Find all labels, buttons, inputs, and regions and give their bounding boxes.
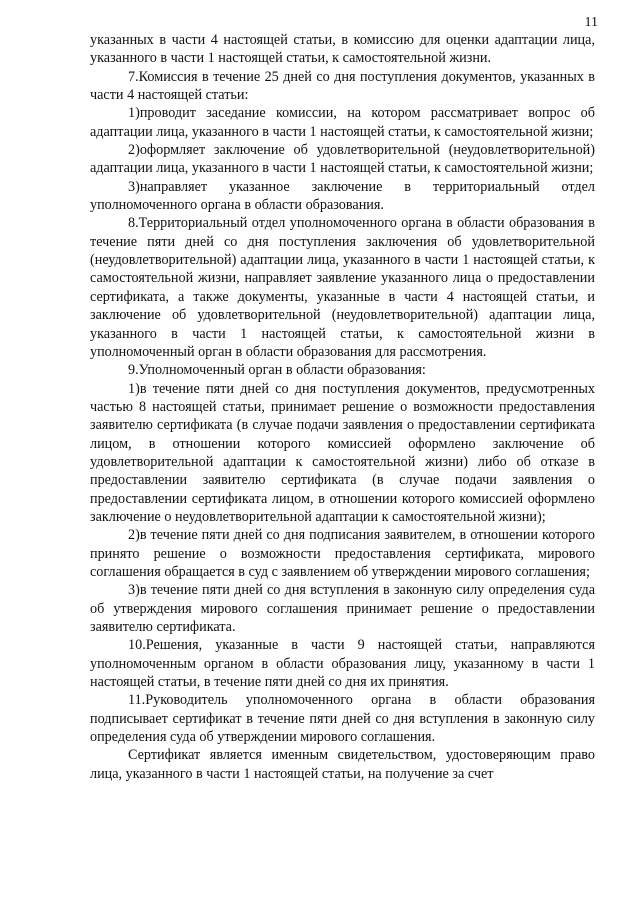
paragraph-certificate: Сертификат является именным свидетельством, удостоверяющим право лица, указанного в части 1 настоящей статьи, на получение за счет bbox=[90, 747, 595, 782]
paragraph-item-8: 8.Территориальный отдел уполномоченного органа в области образования в течение пяти дней со дня поступления заключения об удовлетворительной (неудовлетворительной) адаптации лица, указанного в части 1 настоящей статьи, к самостоятельной жизни, направляет заявление указанного лица о предоставлении сертификата, а также документы, указанные в части 4 настоящей статьи, и заключение об удовлетворительной (неудовлетворительной) адаптации лица, указанного в части 1 настоящей статьи, к самостоятельной жизни в уполномоченный орган в области образования для рассмотрения. bbox=[90, 215, 595, 360]
paragraph-item-9: 9.Уполномоченный орган в области образования: bbox=[128, 362, 426, 379]
paragraph-item-7-2: 2)оформляет заключение об удовлетворительной (неудовлетворительной) адаптации лица, указанного в части 1 настоящей статьи, к самостоятельной жизни; bbox=[90, 142, 595, 177]
paragraph-item-7-1: 1)проводит заседание комиссии, на котором рассматривает вопрос об адаптации лица, указанного в части 1 настоящей статьи, к самостоятельной жизни; bbox=[90, 105, 595, 140]
document-body bbox=[90, 31, 595, 783]
paragraph-item-9-2: 2)в течение пяти дней со дня подписания заявителем, в отношении которого принято решение о возможности предоставления сертификата, мирового соглашения обращается в суд с заявлением об утверждении мирового соглашения; bbox=[90, 527, 595, 580]
paragraph-item-7-3: 3)направляет указанное заключение в территориальный отдел уполномоченного органа в области образования. bbox=[90, 178, 595, 214]
page-number: 11 bbox=[584, 15, 598, 30]
paragraph-item-7: 7.Комиссия в течение 25 дней со дня поступления документов, указанных в части 4 настоящей статьи: bbox=[90, 68, 595, 104]
paragraph-item-11: 11.Руководитель уполномоченного органа в области образования подписывает сертификат в течение пяти дней со дня вступления в законную силу определения суда об утверждении мирового соглашения. bbox=[90, 692, 595, 746]
paragraph-continuation: указанных в части 4 настоящей статьи, в комиссию для оценки адаптации лица, указанного в части 1 настоящей статьи, к самостоятельной жизни. bbox=[90, 32, 595, 67]
paragraph-item-9-1: 1)в течение пяти дней со дня поступления документов, предусмотренных частью 8 настоящей статьи, принимает решение о возможности предоставления заявителю сертификата (в случае подачи заявления о предоставлении сертификата лицом, в отношении которого комиссией оформлено заключение об удовлетворительной адаптации к самостоятельной жизни) либо об отказе в предоставлении заявителю сертификата (в случае подачи заявления о предоставлении сертификата лицом, в отношении которого комиссией оформлено заключение о неудовлетворительной адаптации к самостоятельной жизни); bbox=[90, 380, 595, 525]
paragraph-item-10: 10.Решения, указанные в части 9 настоящей статьи, направляются уполномоченным органом в области образования лицу, указанному в части 1 настоящей статьи, в течение пяти дней со дня их принятия. bbox=[90, 637, 595, 691]
paragraph-item-9-3: 3)в течение пяти дней со дня вступления в законную силу определения суда об утверждения мирового соглашения принимает решение о предоставлении заявителю сертификата. bbox=[90, 582, 595, 635]
